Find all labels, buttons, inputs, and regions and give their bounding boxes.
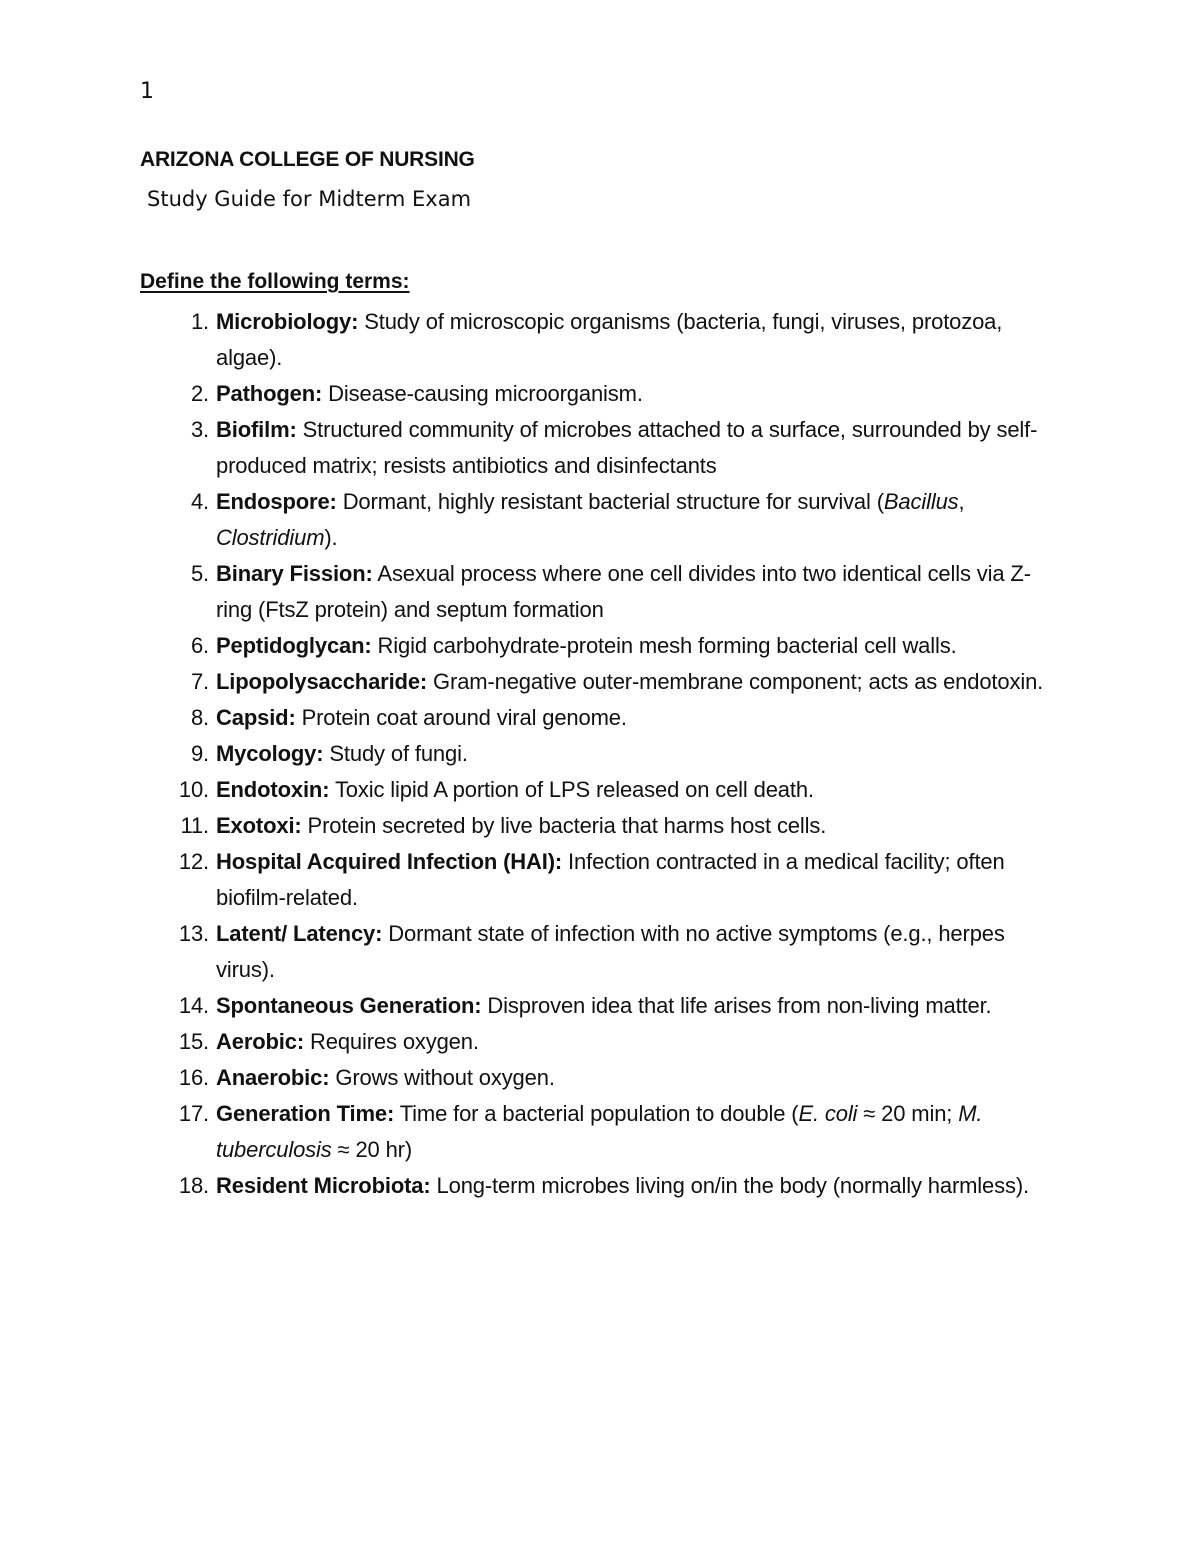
term-definition-end: ). [324,525,338,550]
term-name: Pathogen: [216,381,323,406]
list-item [0,1024,1060,1060]
terms-list [0,304,1060,1204]
term-name: Microbiology: [216,309,359,334]
list-item [0,808,1060,844]
term-name: Mycology: [216,741,324,766]
term-definition: Toxic lipid A portion of LPS released on cell death. [329,777,814,802]
term-name: Generation Time: [216,1101,395,1126]
item-number: 1. [190,309,209,334]
term-name: Capsid: [216,705,296,730]
term-name: Spontaneous Generation: [216,993,482,1018]
term-definition: Disease-causing microorganism. [322,381,643,406]
page-number: 1 [140,79,154,104]
item-number: 17. [178,1101,209,1126]
list-item [0,484,1060,556]
term-name: Aerobic: [216,1029,305,1054]
term-definition-middle: ≈ 20 min; [857,1101,959,1126]
term-definition: Requires oxygen. [304,1029,479,1054]
section-heading: Define the following terms: [140,270,410,293]
item-number: 11. [180,813,209,838]
term-definition: Infection contracted in a medical facility; often biofilm-related. [216,849,1005,910]
term-definition: Gram-negative outer-membrane component; acts as endotoxin. [427,669,1044,694]
term-definition: Grows without oxygen. [329,1065,555,1090]
term-definition: Protein secreted by live bacteria that harms host cells. [301,813,827,838]
list-item [0,700,1060,736]
term-name: Binary Fission: [216,561,373,586]
term-name: Resident Microbiota: [216,1173,431,1198]
term-definition-end: ≈ 20 hr) [331,1137,413,1162]
item-number: 8. [190,705,209,730]
term-name: Lipopolysaccharide: [216,669,428,694]
genus-name: Clostridium [216,525,325,550]
list-item [0,1060,1060,1096]
list-item [0,304,1060,376]
term-definition: Protein coat around viral genome. [295,705,627,730]
list-item [0,736,1060,772]
item-number: 15. [178,1029,209,1054]
item-number: 6. [190,633,209,658]
item-number: 10. [178,777,209,802]
list-item [0,412,1060,484]
term-definition: Long-term microbes living on/in the body (normally harmless). [430,1173,1029,1198]
list-item [0,628,1060,664]
term-definition: Asexual process where one cell divides into two identical cells via Z-ring (FtsZ protein) and septum formation [216,561,1031,622]
institution-title: ARIZONA COLLEGE OF NURSING [140,148,475,171]
list-item [0,1168,1060,1204]
term-name: Endospore: [216,489,337,514]
item-number: 9. [190,741,209,766]
term-definition: Dormant state of infection with no active symptoms (e.g., herpes virus). [216,921,1005,982]
list-item [0,1096,1060,1168]
species-name: M. tuberculosis [216,1101,983,1162]
term-definition: Structured community of microbes attached to a surface, surrounded by self-produced matrix; resists antibiotics and disinfectants [216,417,1038,478]
term-definition: Time for a bacterial population to double ( [394,1101,799,1126]
species-name: E. coli [798,1101,858,1126]
list-item [0,664,1060,700]
term-definition-separator: , [958,489,965,514]
term-name: Hospital Acquired Infection (HAI): [216,849,563,874]
item-number: 3. [190,417,209,442]
term-definition: Study of microscopic organisms (bacteria, fungi, viruses, protozoa, algae). [216,309,1003,370]
list-item [0,844,1060,916]
item-number: 14. [178,993,209,1018]
document-subtitle: Study Guide for Midterm Exam [147,187,472,211]
term-name: Endotoxin: [216,777,330,802]
term-name: Latent/ Latency: [216,921,383,946]
term-definition: Rigid carbohydrate-protein mesh forming bacterial cell walls. [371,633,957,658]
term-definition: Dormant, highly resistant bacterial structure for survival ( [336,489,884,514]
term-definition: Study of fungi. [323,741,468,766]
genus-name: Bacillus [883,489,959,514]
term-name: Exotoxi: [216,813,302,838]
term-name: Anaerobic: [216,1065,330,1090]
item-number: 2. [190,381,209,406]
item-number: 13. [178,921,209,946]
list-item [0,772,1060,808]
item-number: 4. [190,489,209,514]
list-item [0,988,1060,1024]
term-name: Biofilm: [216,417,297,442]
item-number: 5. [190,561,209,586]
item-number: 18. [178,1173,209,1198]
term-name: Peptidoglycan: [216,633,372,658]
list-item [0,556,1060,628]
list-item [0,376,1060,412]
list-item [0,916,1060,988]
item-number: 12. [178,849,209,874]
item-number: 16. [178,1065,209,1090]
item-number: 7. [190,669,209,694]
term-definition: Disproven idea that life arises from non-living matter. [481,993,992,1018]
